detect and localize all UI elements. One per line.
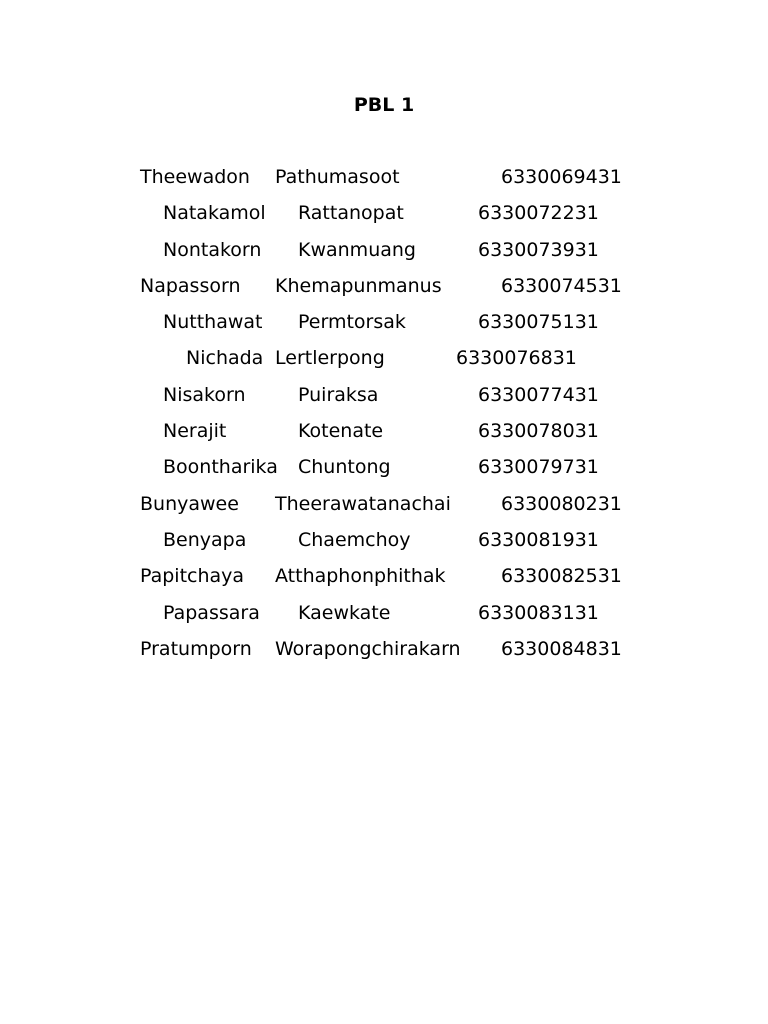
student-row xyxy=(0,636,768,672)
student-first-name: Nontakorn xyxy=(163,238,262,261)
student-first-name: Nisakorn xyxy=(163,383,246,406)
student-id: 6330079731 xyxy=(478,456,599,479)
student-last-name: Pathumasoot xyxy=(275,166,400,188)
student-id: 6330078031 xyxy=(478,420,599,443)
student-id: 6330069431 xyxy=(501,166,622,188)
student-first-name: Theewadon xyxy=(140,166,250,188)
student-last-name: Theerawatanachai xyxy=(275,492,451,515)
student-row xyxy=(0,237,768,273)
student-first-name: Natakamol xyxy=(163,202,266,225)
student-last-name: Kaewkate xyxy=(298,601,391,624)
student-last-name: Lertlerpong xyxy=(275,347,385,370)
student-id: 6330082531 xyxy=(501,565,622,588)
student-row xyxy=(0,527,768,563)
student-row xyxy=(0,563,768,599)
student-row xyxy=(0,164,768,200)
student-last-name: Kwanmuang xyxy=(298,238,416,261)
student-row xyxy=(0,309,768,345)
student-last-name: Permtorsak xyxy=(298,311,406,334)
student-last-name: Khemapunmanus xyxy=(275,274,442,297)
student-row xyxy=(0,382,768,418)
student-id: 6330077431 xyxy=(478,383,599,406)
student-first-name: Nutthawat xyxy=(163,311,263,334)
student-id: 6330076831 xyxy=(456,347,577,370)
student-row xyxy=(0,345,768,381)
student-row xyxy=(0,600,768,636)
student-id: 6330072231 xyxy=(478,202,599,225)
student-id: 6330075131 xyxy=(478,311,599,334)
student-first-name: Papitchaya xyxy=(140,565,245,588)
student-last-name: Rattanopat xyxy=(298,202,404,225)
student-id: 6330073931 xyxy=(478,238,599,261)
student-first-name: Pratumporn xyxy=(140,637,252,660)
student-row xyxy=(0,418,768,454)
student-last-name: Chuntong xyxy=(298,456,391,479)
student-first-name: Napassorn xyxy=(140,274,241,297)
student-last-name: Kotenate xyxy=(298,420,384,443)
student-first-name: Bunyawee xyxy=(140,492,239,515)
student-row xyxy=(0,200,768,236)
student-list xyxy=(0,164,768,672)
student-row xyxy=(0,273,768,309)
student-id: 6330074531 xyxy=(501,274,622,297)
student-first-name: Nerajit xyxy=(163,420,227,443)
student-id: 6330084831 xyxy=(501,637,622,660)
document-title: PBL 1 xyxy=(353,94,415,116)
student-id: 6330081931 xyxy=(478,528,599,551)
student-last-name: Puiraksa xyxy=(298,383,379,406)
student-first-name: Benyapa xyxy=(163,528,247,551)
student-id: 6330083131 xyxy=(478,601,599,624)
student-id: 6330080231 xyxy=(501,492,622,515)
student-row xyxy=(0,454,768,490)
student-first-name: Papassara xyxy=(163,601,260,624)
student-row xyxy=(0,491,768,527)
student-last-name: Chaemchoy xyxy=(298,528,411,551)
student-last-name: Worapongchirakarn xyxy=(275,637,461,660)
student-first-name: Nichada xyxy=(186,347,264,370)
student-last-name: Atthaphonphithak xyxy=(275,565,446,588)
student-first-name: Boontharika xyxy=(163,456,278,479)
